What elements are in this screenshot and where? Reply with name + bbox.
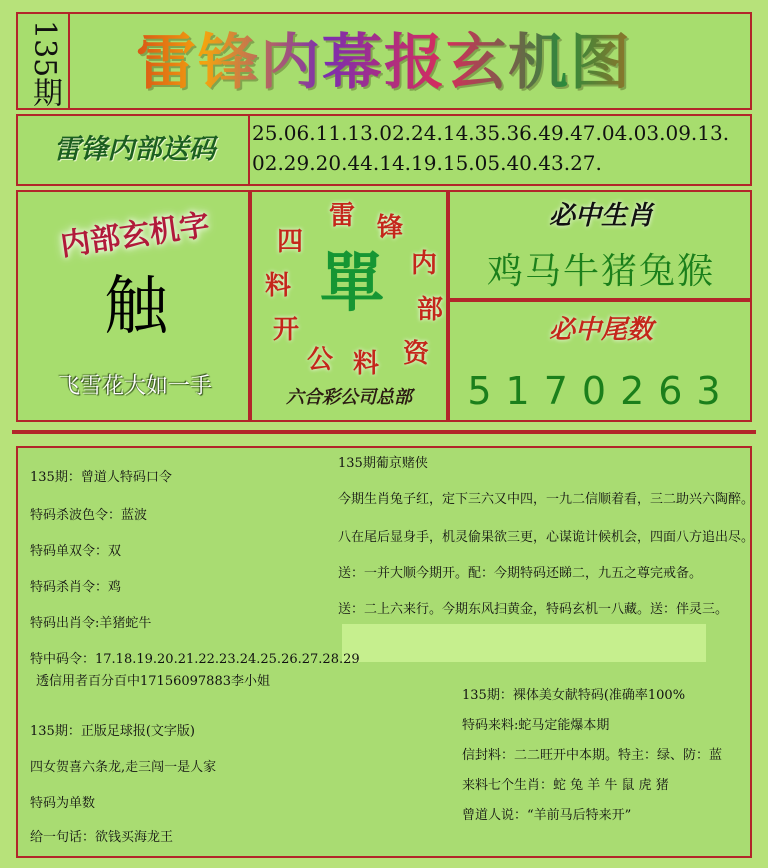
ring-char-9: 料 [264, 271, 291, 301]
right-bottom-line-3: 信封料：二二旺开中本期。特主：绿、防：蓝 [462, 748, 723, 763]
left-line-10: 特码为单数 [30, 796, 96, 811]
right-bottom-line-5: 曾道人说：“羊前马后特来开” [462, 808, 632, 823]
right-top-line-5: 送：二上六来行。今期东风扫黄金，特码玄机一八藏。送：伴灵三。 [338, 602, 729, 617]
inner-word-character: 触 [104, 270, 168, 344]
right-bottom-line-1: 135期：裸体美女献特码(准确率100% [462, 688, 686, 703]
center-character: 單 [320, 246, 384, 321]
ring-char-2: 锋 [376, 213, 403, 243]
inner-word-label: 内部玄机字 [58, 207, 212, 264]
ring-char-10: 四 [276, 227, 303, 257]
tail-value: 5170263 [467, 369, 735, 413]
zodiac-value: 鸡马牛猪兔猴 [486, 251, 715, 292]
left-line-9: 四女贺喜六条龙,走三闯一是人家 [30, 760, 217, 775]
left-line-7: 透信用者百分百中17156097883李小姐 [36, 674, 270, 689]
code-line-1: 25.06.11.13.02.24.14.35.36.49.47.04.03.09.13. [252, 121, 730, 145]
zodiac-label: 必中生肖 [548, 201, 653, 231]
left-line-8: 135期：正版足球报(文字版) [30, 724, 195, 739]
ring-char-3: 内 [410, 249, 437, 279]
right-top-line-2: 今期生肖兔子红，定下三六又中四，一九二信顺着看，三二助兴六陶醉。 [338, 492, 755, 507]
ring-char-7: 公 [306, 345, 333, 375]
left-line-1: 135期：曾道人特码口令 [30, 470, 172, 485]
code-label: 雷锋内部送码 [53, 134, 216, 165]
code-line-2: 02.29.20.44.14.19.15.05.40.43.27. [252, 151, 602, 175]
left-line-4: 特码杀肖令：鸡 [30, 580, 122, 595]
right-top-line-1: 135期葡京赌侠 [338, 456, 428, 471]
left-line-5: 特码出肖令:羊猪蛇牛 [30, 616, 152, 631]
right-top-line-3: 八在尾后显身手，机灵偷果欲三更，心谋诡计候机会，四面八方追出尽。 [338, 530, 755, 545]
issue-number: 135期 [27, 20, 62, 108]
highlight-bar [342, 624, 706, 662]
left-line-2: 特码杀波色令：蓝波 [30, 508, 148, 523]
left-line-6: 特中码令：17.18.19.20.21.22.23.24.25.26.27.28.29 [30, 652, 360, 667]
ring-char-5: 资 [402, 339, 429, 369]
page-title: 雷锋内幕报玄机图 [84, 18, 684, 108]
left-line-3: 特码单双令：双 [30, 544, 122, 559]
ring-char-8: 开 [272, 315, 299, 345]
ring-char-1: 雷 [328, 201, 355, 231]
company-label: 六合彩公司总部 [286, 387, 412, 408]
right-bottom-line-4: 来料七个生肖：蛇 兔 羊 牛 鼠 虎 猪 [462, 778, 669, 793]
right-top-line-4: 送：一并大顺今期开。配：今期特码还睇二，九五之尊完戒备。 [338, 566, 703, 581]
ring-char-4: 部 [416, 295, 443, 325]
code-numbers [252, 118, 752, 178]
tail-label: 必中尾数 [548, 315, 653, 345]
section-divider [12, 430, 756, 434]
ring-char-6: 料 [352, 349, 379, 379]
inner-word-phrase: 飞雪花大如一手 [57, 374, 212, 399]
right-bottom-line-2: 特码来料:蛇马定能爆本期 [462, 718, 610, 733]
left-line-11: 给一句话：欲钱买海龙王 [30, 830, 174, 845]
